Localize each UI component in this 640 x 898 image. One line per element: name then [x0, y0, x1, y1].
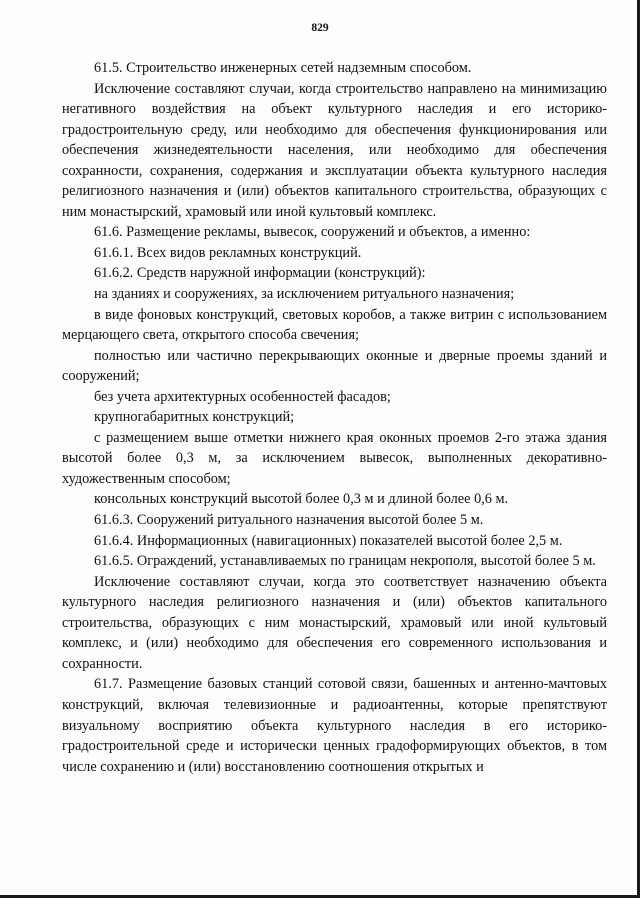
paragraph-61-6-5: 61.6.5. Ограждений, устанавливаемых по границам некрополя, высотой более 5 м.	[94, 553, 596, 570]
list-item-console-constructions: консольных конструкций высотой более 0,3 м и длиной более 0,6 м.	[94, 491, 509, 508]
list-item-facade-features: без учета архитектурных особенностей фасадов;	[94, 388, 391, 405]
page-number: 829	[311, 22, 329, 34]
list-item-covering-openings: полностью или частично перекрывающих оконные и дверные проемы зданий и сооружений;	[62, 347, 607, 385]
list-item-buildings: на зданиях и сооружениях, за исключением ритуального назначения;	[94, 286, 515, 303]
paragraph-61-6-4: 61.6.4. Информационных (навигационных) показателей высотой более 2,5 м.	[94, 532, 563, 549]
paragraph-exception-2: Исключение составляют случаи, когда это соответствует назначению объекта культурного наследия религиозного назначения и (или) объектов капитального строительства, образующих с ним монастырский, храмовый или иной культовый комплекс, и (или) необходимо для обеспечения его современного использования и сохранности.	[62, 573, 607, 672]
paragraph-61-6-3: 61.6.3. Сооружений ритуального назначения высотой более 5 м.	[94, 512, 484, 529]
list-item-large-constructions: крупногабаритных конструкций;	[94, 409, 295, 426]
paragraph-61-7: 61.7. Размещение базовых станций сотовой связи, башенных и антенно-мачтовых конструкций, включая телевизионные и радиоантенны, которые препятствуют визуальному восприятию объекта культурного наследия в его историко-градостроительной среде и исторически ценных градоформирующих объектов, в том числе сохранению и (или) восстановлению соотношения открытых и	[62, 676, 607, 775]
paragraph-exception-1: Исключение составляют случаи, когда строительство направлено на минимизацию негативного воздействия на объект культурного наследия и его историко-градостроительную среду, или необходимо для обеспечения функционирования или обеспечения жизнедеятельности населения, или необходимо для обеспечения сохранности, сохранения, содержания и эксплуатации объекта культурного наследия религиозного назначения и (или) объектов капитального строительства, образующих с ним монастырский, храмовый или иной культовый комплекс.	[62, 80, 607, 220]
paragraph-61-6: 61.6. Размещение рекламы, вывесок, сооружений и объектов, а именно:	[94, 224, 531, 241]
list-item-above-second-floor: с размещением выше отметки нижнего края оконных проемов 2-го этажа здания высотой более 0,3 м, за исключением вывесок, выполненных декоративно-художественным способом;	[62, 429, 607, 487]
paragraph-61-6-2: 61.6.2. Средств наружной информации (конструкций):	[94, 265, 426, 282]
paragraph-61-5: 61.5. Строительство инженерных сетей надземным способом.	[94, 60, 472, 76]
list-item-light-boxes: в виде фоновых конструкций, световых коробов, а также витрин с использованием мерцающего света, открытого способа свечения;	[62, 306, 607, 344]
paragraph-61-6-1: 61.6.1. Всех видов рекламных конструкций.	[94, 244, 362, 261]
document-body	[62, 58, 607, 777]
